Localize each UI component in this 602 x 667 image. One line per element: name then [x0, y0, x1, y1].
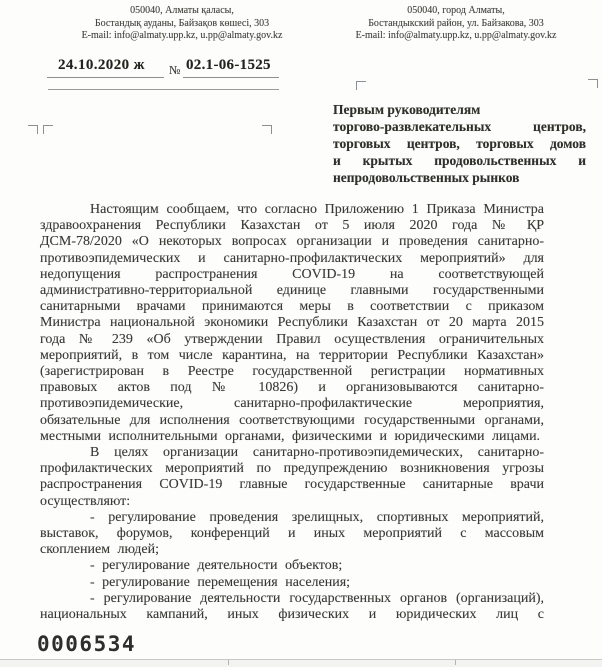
- outgoing-date: 24.10.2020 ж: [58, 57, 145, 73]
- counter-stamp: 0006534: [37, 632, 137, 656]
- corner-mark-icon: [28, 125, 38, 134]
- table-tick-mark: [455, 660, 456, 665]
- number-underline: [183, 77, 279, 78]
- letterhead-line: 050040, город Алматы,: [407, 5, 505, 16]
- letter-body: [40, 202, 544, 623]
- letterhead-line: E-mail: info@almaty.upp.kz, u.pp@almaty.gov.kz: [81, 30, 283, 41]
- table-tick-mark: [228, 660, 229, 665]
- list-item: - регулирование деятельности государственных органов (организаций), национальных кампаний, иных физических и юридических лиц с: [40, 590, 544, 623]
- addressee-line: и крытых продовольственных и: [333, 153, 586, 168]
- letterhead-line: E-mail: info@almaty.upp.kz, u.pp@almaty.gov.kz: [355, 30, 557, 41]
- list-item: - регулирование проведения зрелищных, спортивных мероприятий, выставок, форумов, конференций и иных мероприятий с массовым скоплением людей;: [40, 509, 544, 558]
- scan-bottom-edge: [0, 659, 602, 667]
- letterhead-line: Бостандық ауданы, Байзақов көшесі, 303: [94, 17, 270, 29]
- corner-mark-icon: [356, 81, 366, 90]
- number-sign: №: [169, 63, 181, 77]
- addressee-line: непродовольственных рынков: [333, 170, 520, 185]
- list-item: - регулирование перемещения населения;: [90, 574, 351, 590]
- letterhead-address-russian: [320, 5, 592, 43]
- letterhead-line: 050040, Алматы қаласы,: [130, 5, 234, 16]
- corner-mark-icon: [588, 79, 598, 88]
- date-underline: [47, 77, 164, 78]
- reference-rule: [48, 89, 279, 90]
- addressee-line: торговых центров, торговых домов: [333, 136, 586, 151]
- body-paragraph: В целях организации санитарно-противоэпидемических, санитарно-профилактических мероприятий по предупреждению возникновения угрозы распространения COVID-19 главные государственные санитарные врачи осуществляют:: [40, 445, 544, 509]
- addressee-line: торгово-развлекательных центров,: [333, 119, 586, 134]
- corner-mark-icon: [43, 125, 53, 134]
- addressee-block: [333, 101, 586, 186]
- outgoing-number: 02.1-06-1525: [186, 57, 271, 73]
- body-paragraph: Настоящим сообщаем, что согласно Приложению 1 Приказа Министра здравоохранения Республики Казахстан от 5 июля 2020 года № ҚР ДСМ-78/2020 «О некоторых вопросах организации и проведения санитарно-противоэпидемических и санитарно-профилактических мероприятий» для недопущения распространения COVID-19 на соответствующей административно-территориальной единице главными государственными санитарными врачами принимаются меры в соответствии с приказом Министра национальной экономики Республики Казахстан от 20 марта 2015 года № 239 «Об утверждении Правил осуществления ограничительных мероприятий, в том числе карантина, на территории Республики Казахстан» (зарегистрирован в Реестре государственной регистрации нормативных правовых актов под № 10826) и организовываются санитарно-противоэпидемические, санитарно-профилактические мероприятия, обязательные для исполнения соответствующими государственными органами, местными исполнительными органами, физическими и юридическими лицами.: [40, 202, 544, 444]
- letterhead-line: Бостандыкский район, ул. Байзакова, 303: [368, 17, 544, 29]
- corner-mark-icon: [262, 125, 272, 134]
- list-item: - регулирование деятельности объектов;: [90, 558, 343, 574]
- addressee-line: Первым руководителям: [333, 102, 481, 117]
- letterhead-address-kazakh: [46, 5, 318, 43]
